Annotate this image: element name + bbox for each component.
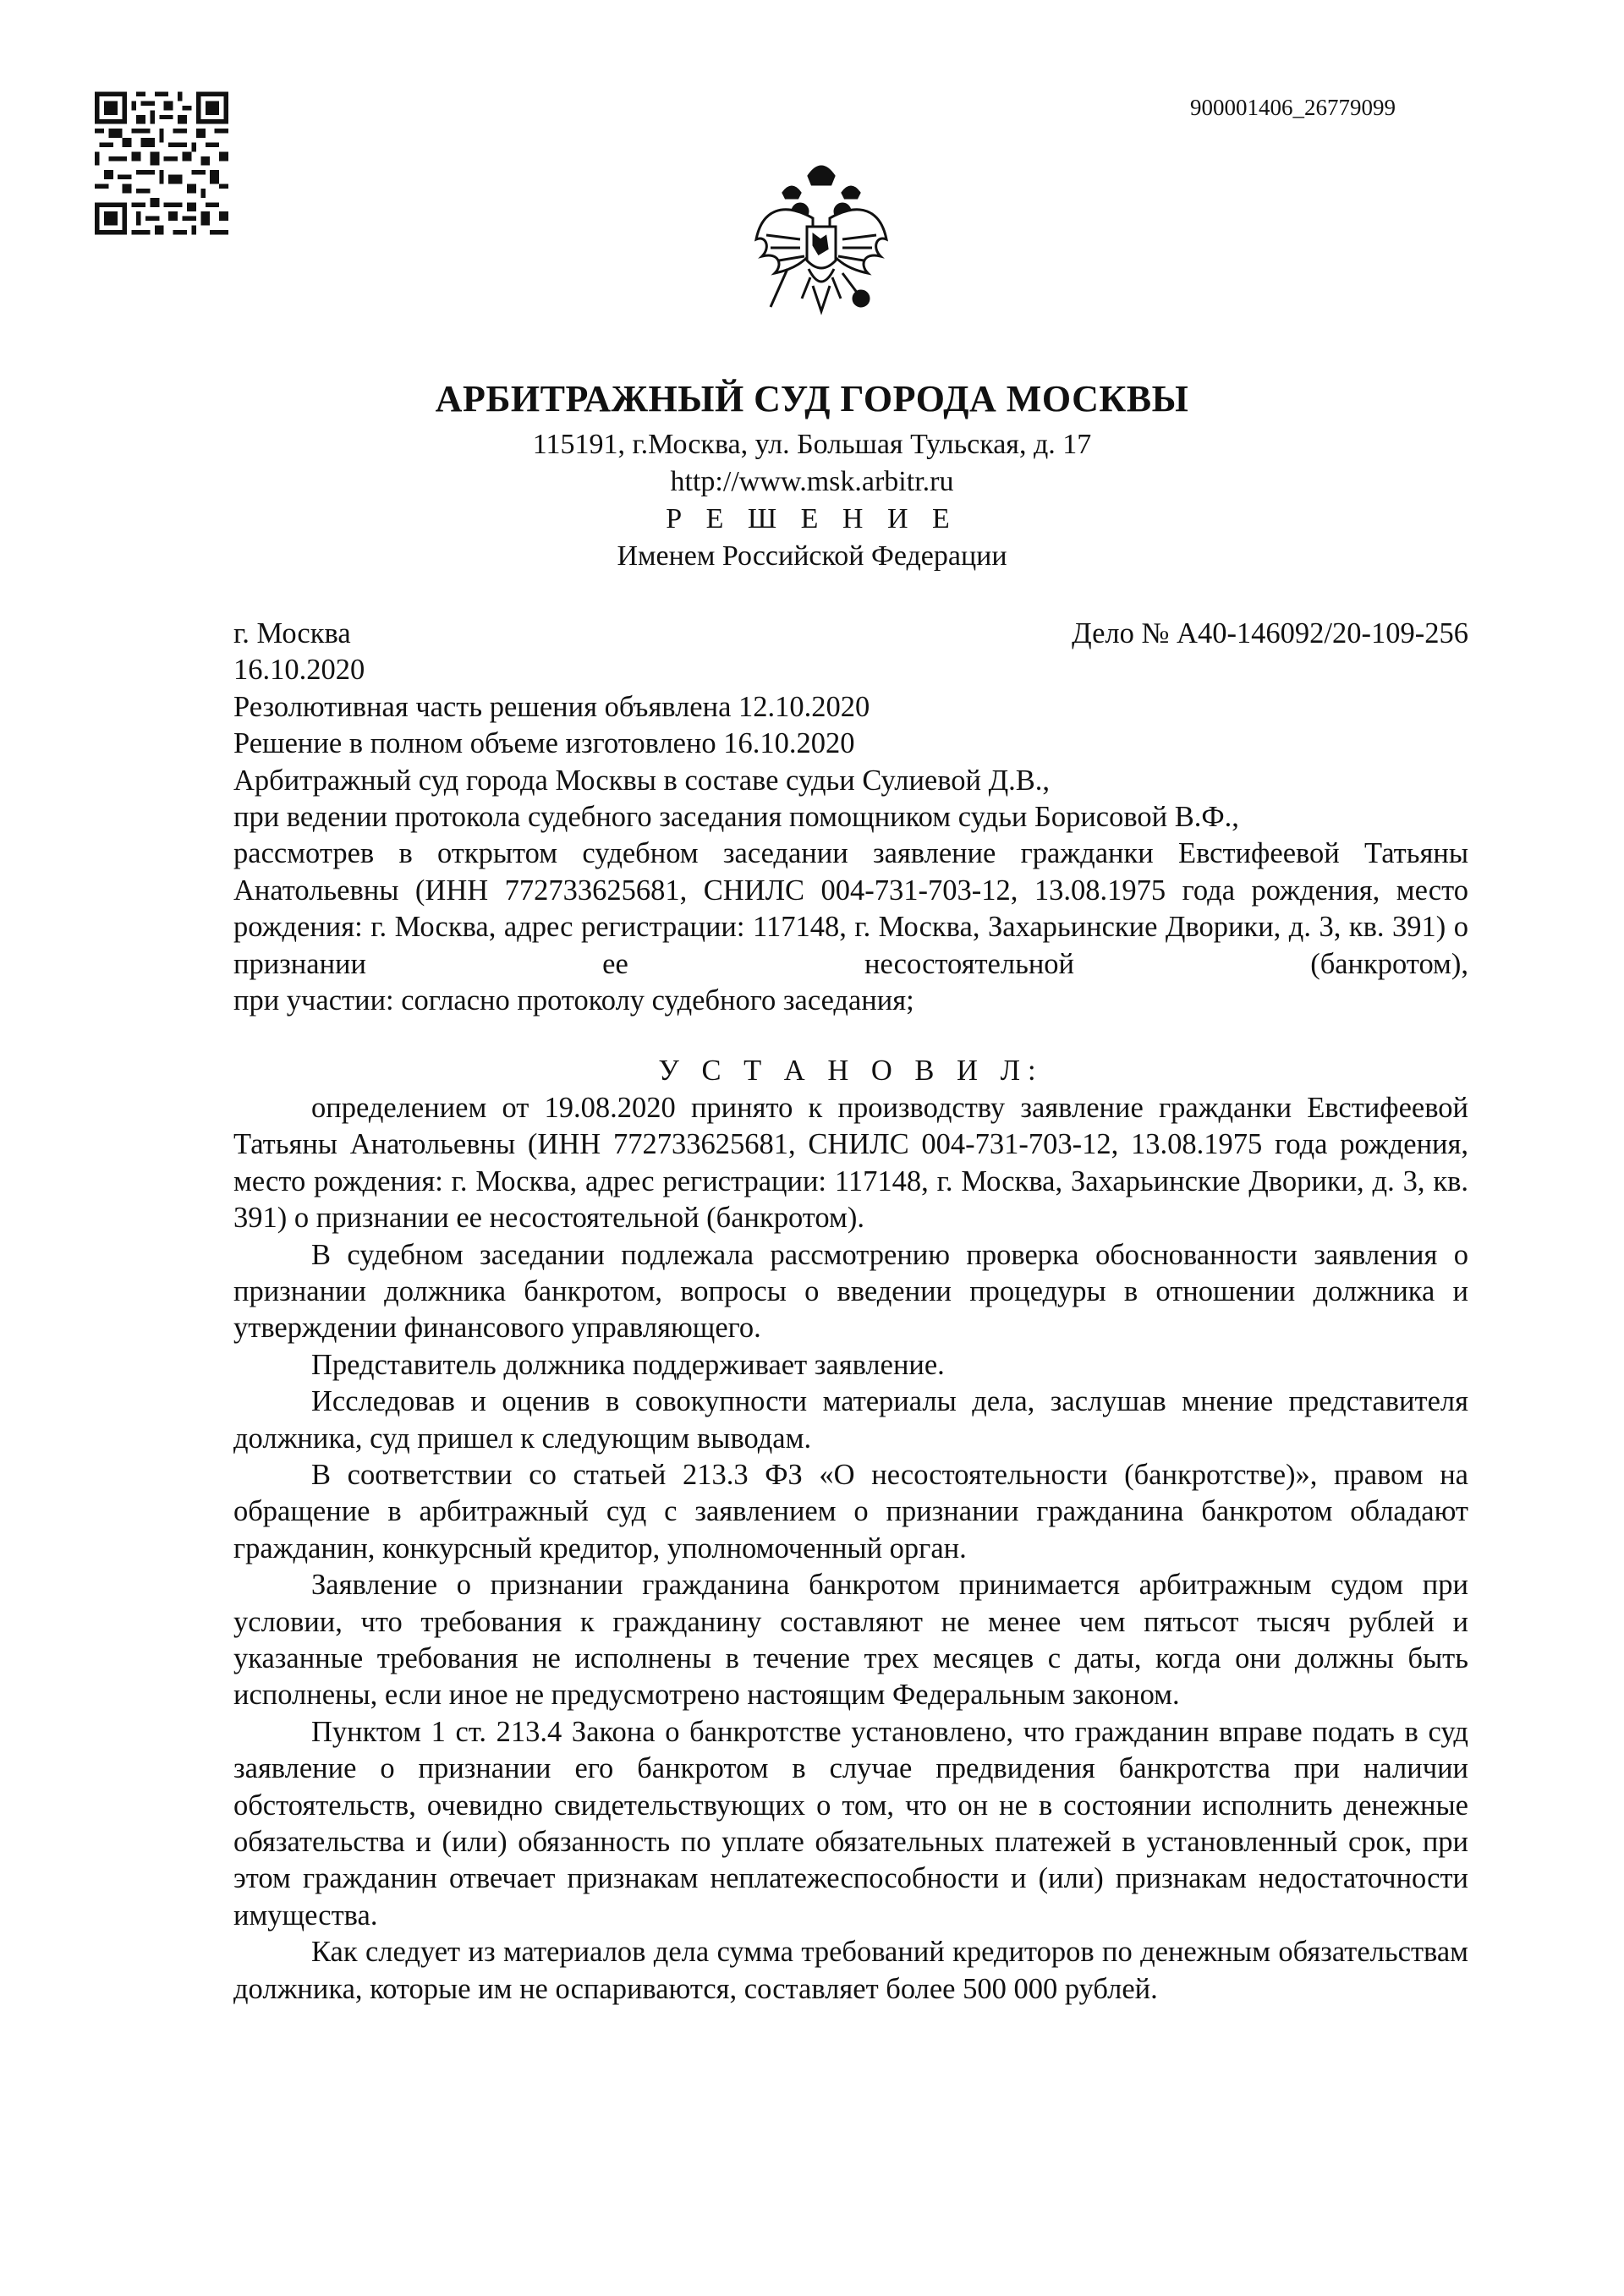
- decision-date: 16.10.2020: [233, 654, 365, 687]
- in-name-of-federation: Именем Российской Федерации: [617, 540, 1007, 572]
- intro-line: Резолютивная часть решения объявлена 12.10.2020: [233, 690, 870, 723]
- participation-line: при участии: согласно протоколу судебного заседания;: [233, 984, 914, 1017]
- paragraph: В судебном заседании подлежала рассмотрению проверка обоснованности заявления о признании должника банкротом, вопросы о введении процедуры в отношении должника и утверждении финансового управляющего.: [233, 1238, 1468, 1345]
- intro-line: при ведении протокола судебного заседания помощником судьи Борисовой В.Ф.,: [233, 801, 1239, 834]
- paragraph: Исследовав и оценив в совокупности материалы дела, заслушав мнение представителя должника, суд пришел к следующим выводам.: [233, 1385, 1468, 1455]
- qr-code-icon: [95, 91, 228, 235]
- decision-title: Р Е Ш Е Н И Е: [666, 503, 958, 534]
- case-number: Дело № А40-146092/20-109-256: [1072, 617, 1468, 649]
- paragraph: определением от 19.08.2020 принято к производству заявление гражданки Евстифеевой Татьяны Анатольевны (ИНН 772733625681, СНИЛС 004-731-703-12, 13.08.1975 года рождения, место рождения: г. Москва, адрес регистрации: 117148, г. Москва, Захарьинские Дворики, д. 3, кв. 391) о признании ее несостоятельной (банкротом).: [233, 1091, 1468, 1235]
- city-case-row: [233, 616, 1468, 652]
- intro-line: Арбитражный суд города Москвы в составе судьи Сулиевой Д.В.,: [233, 764, 1051, 797]
- intro-line: Решение в полном объеме изготовлено 16.10.2020: [233, 727, 855, 760]
- court-url: http://www.msk.arbitr.ru: [670, 466, 954, 497]
- document-id: 900001406_26779099: [1190, 95, 1396, 120]
- court-name: АРБИТРАЖНЫЙ СУД ГОРОДА МОСКВЫ: [435, 378, 1189, 419]
- established-heading: У С Т А Н О В И Л:: [658, 1055, 1044, 1088]
- russian-coat-of-arms-icon: [749, 151, 893, 328]
- paragraph: Представитель должника поддерживает заявление.: [311, 1348, 945, 1381]
- paragraph: Пунктом 1 ст. 213.4 Закона о банкротстве установлено, что гражданин вправе подать в суд заявление о признании его банкротом в случае предвидения банкротства при наличии обстоятельств, очевидно свидетельствующих о том, что он не в состоянии исполнить денежные обязательства и (или) обязанность по уплате обязательных платежей в установленный срок, при этом гражданин отвечает признакам неплатежеспособности и (или) признакам недостаточности имущества.: [233, 1715, 1468, 1932]
- document-body: [233, 616, 1468, 2008]
- intro-paragraph: рассмотрев в открытом судебном заседании заявление гражданки Евстифеевой Татьяны Анатольевны (ИНН 772733625681, СНИЛС 004-731-703-12, 13.08.1975 года рождения, место рождения: г. Москва, адрес регистрации: 117148, г. Москва, Захарьинские Дворики, д. 3, кв. 391) о признании ее несостоятельной (банкротом),: [233, 837, 1468, 980]
- court-address: 115191, г.Москва, ул. Большая Тульская, д. 17: [532, 429, 1092, 460]
- city: г. Москва: [233, 617, 351, 649]
- paragraph: В соответствии со статьей 213.3 ФЗ «О несостоятельности (банкротстве)», правом на обращение в арбитражный суд с заявлением о признании гражданина банкротом обладают гражданин, конкурсный кредитор, уполномоченный орган.: [233, 1458, 1468, 1564]
- paragraph: Заявление о признании гражданина банкротом принимается арбитражным судом при условии, что требования к гражданину составляют не менее чем пятьсот тысяч рублей и указанные требования не исполнены в течение трех месяцев с даты, когда они должны быть исполнены, если иное не предусмотрено настоящим Федеральным законом.: [233, 1569, 1468, 1712]
- paragraph: Как следует из материалов дела сумма требований кредиторов по денежным обязательствам должника, которые им не оспариваются, составляет более 500 000 рублей.: [233, 1936, 1468, 2005]
